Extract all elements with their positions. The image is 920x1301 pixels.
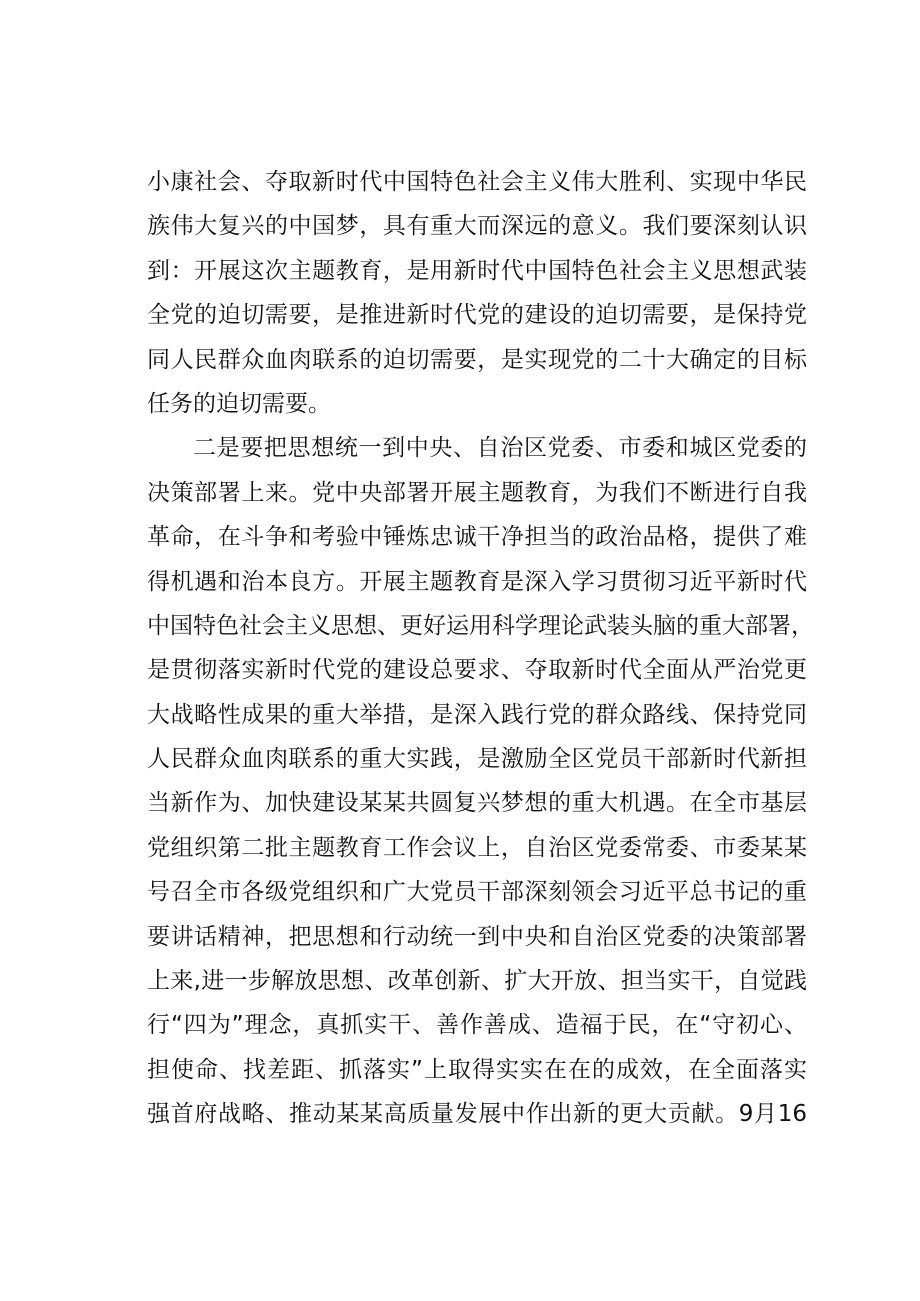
text-line: 号召全市各级党组织和广大党员干部深刻领会习近平总书记的重 — [147, 879, 807, 906]
text-line: 到：开展这次主题教育，是用新时代中国特色社会主义思想武装 — [147, 257, 807, 284]
text-line: 是贯彻落实新时代党的建设总要求、夺取新时代全面从严治党更 — [147, 657, 807, 684]
text-line: 族伟大复兴的中国梦，具有重大而深远的意义。我们要深刻认识 — [147, 213, 807, 240]
text-line: 任务的迫切需要。 — [147, 390, 331, 417]
text-line: 行“四为”理念，真抓实干、善作善成、造福于民，在“守初心、 — [147, 1012, 807, 1039]
text-line: 革命，在斗争和考验中锤炼忠诚干净担当的政治品格，提供了难 — [147, 524, 807, 551]
text-line: 当新作为、加快建设某某共圆复兴梦想的重大机遇。在全市基层 — [147, 790, 807, 817]
text-line: 中国特色社会主义思想、更好运用科学理论武装头脑的重大部署， — [147, 612, 814, 639]
text-line: 强首府战略、推动某某高质量发展中作出新的更大贡献。9月16 — [147, 1101, 807, 1128]
text-line: 人民群众血肉联系的重大实践，是激励全区党员干部新时代新担 — [147, 746, 807, 773]
text-line: 党组织第二批主题教育工作会议上，自治区党委常委、市委某某 — [147, 834, 807, 861]
text-line: 二是要把思想统一到中央、自治区党委、市委和城区党委的 — [193, 435, 807, 462]
paragraph-2 — [147, 426, 814, 1136]
text-line: 大战略性成果的重大举措，是深入践行党的群众路线、保持党同 — [147, 701, 807, 728]
paragraph-1 — [147, 160, 807, 426]
text-line: 同人民群众血肉联系的迫切需要，是实现党的二十大确定的目标 — [147, 346, 807, 373]
text-line: 小康社会、夺取新时代中国特色社会主义伟大胜利、实现中华民 — [147, 169, 807, 195]
text-line: 要讲话精神，把思想和行动统一到中央和自治区党委的决策部署 — [147, 923, 807, 950]
body-text — [147, 160, 814, 1137]
text-line: 上来,进一步解放思想、改革创新、扩大开放、担当实干，自觉践 — [147, 968, 807, 995]
text-line: 担使命、找差距、抓落实”上取得实实在在的成效，在全面落实 — [147, 1056, 807, 1083]
text-line: 决策部署上来。党中央部署开展主题教育，为我们不断进行自我 — [147, 479, 807, 506]
text-line: 全党的迫切需要，是推进新时代党的建设的迫切需要，是保持党 — [147, 302, 807, 329]
text-line: 得机遇和治本良方。开展主题教育是深入学习贯彻习近平新时代 — [147, 568, 807, 595]
